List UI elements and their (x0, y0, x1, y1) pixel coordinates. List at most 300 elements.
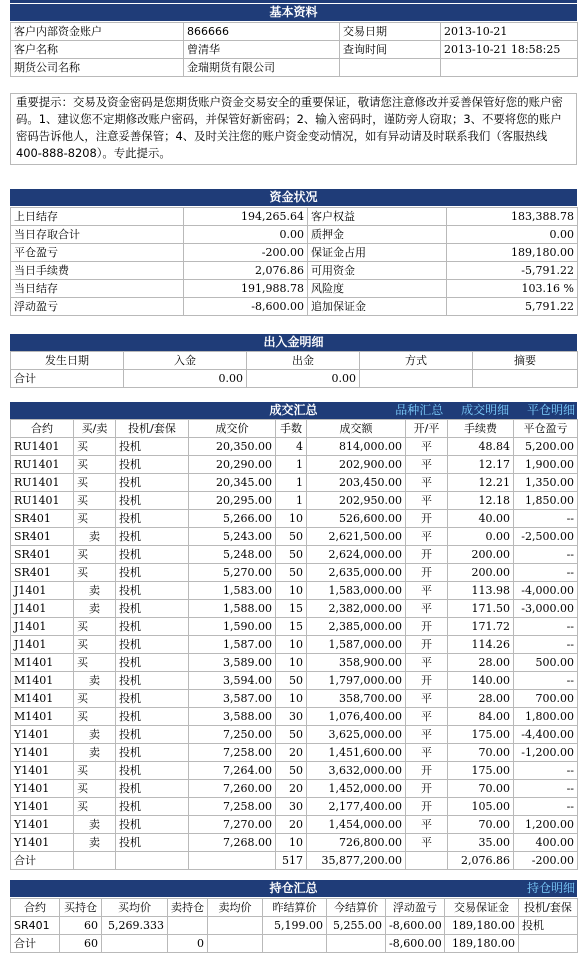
trade-cell: 卖 (74, 726, 116, 744)
total-cell (473, 370, 578, 388)
trade-cell: SR401 (11, 546, 74, 564)
trade-cell: -- (514, 564, 578, 582)
trade-cell: 10 (276, 834, 307, 852)
column-header: 投机/套保 (519, 899, 578, 917)
trade-row (11, 636, 578, 654)
trade-cell: 2,624,000.00 (307, 546, 406, 564)
total-cell (74, 852, 116, 870)
field-value: 2013-10-21 (441, 23, 578, 41)
trade-cell: RU1401 (11, 474, 74, 492)
basic-info-table (10, 22, 578, 77)
field-value: -8,600.00 (184, 298, 308, 316)
trade-cell: 28.00 (448, 690, 514, 708)
field-label: 当日结存 (11, 280, 184, 298)
basic-info-header (10, 4, 577, 21)
trade-cell: 开 (406, 618, 448, 636)
trade-row (11, 438, 578, 456)
funds-table (10, 207, 578, 316)
funds-row (11, 262, 578, 280)
trade-cell: 726,800.00 (307, 834, 406, 852)
trade-cell: 平 (406, 816, 448, 834)
trade-cell: 5,266.00 (189, 510, 276, 528)
trade-cell: 20,295.00 (189, 492, 276, 510)
field-label: 风险度 (308, 280, 447, 298)
trade-cell: 1,454,000.00 (307, 816, 406, 834)
trade-cell: 50 (276, 564, 307, 582)
column-header: 卖持仓 (168, 899, 208, 917)
trade-cell: RU1401 (11, 438, 74, 456)
link-position-details[interactable]: 持仓明细 (526, 881, 575, 895)
trade-row (11, 672, 578, 690)
trade-cell: 投机 (116, 762, 189, 780)
trade-cell: 15 (276, 600, 307, 618)
trade-row (11, 708, 578, 726)
column-header: 卖均价 (208, 899, 263, 917)
trade-cell: 1,076,400.00 (307, 708, 406, 726)
trade-row (11, 456, 578, 474)
basic-info-row (11, 59, 578, 77)
trade-cell: 3,594.00 (189, 672, 276, 690)
field-value: 189,180.00 (447, 244, 578, 262)
total-cell (263, 935, 327, 953)
trade-row (11, 834, 578, 852)
trade-cell: 500.00 (514, 654, 578, 672)
trade-cell: 10 (276, 510, 307, 528)
trade-cell: 卖 (74, 834, 116, 852)
trade-cell: 1,800.00 (514, 708, 578, 726)
column-header: 合约 (11, 899, 60, 917)
trade-cell: 投机 (116, 600, 189, 618)
trade-cell: 投机 (116, 708, 189, 726)
total-cell (116, 852, 189, 870)
field-label: 交易日期 (340, 23, 441, 41)
position-cell: -8,600.00 (386, 917, 445, 935)
field-value: 5,791.22 (447, 298, 578, 316)
trade-cell: -- (514, 636, 578, 654)
position-cell: 189,180.00 (445, 917, 519, 935)
trade-cell: 平 (406, 456, 448, 474)
trade-cell: 平 (406, 726, 448, 744)
trade-cell: 400.00 (514, 834, 578, 852)
trade-row (11, 564, 578, 582)
trade-cell: 526,600.00 (307, 510, 406, 528)
trade-cell: 35.00 (448, 834, 514, 852)
positions-links (513, 880, 575, 897)
trade-cell: 投机 (116, 546, 189, 564)
trade-cell: Y1401 (11, 798, 74, 816)
trade-cell: 平 (406, 744, 448, 762)
trade-cell: 买 (74, 456, 116, 474)
field-label: 客户名称 (11, 41, 184, 59)
basic-info-row (11, 23, 578, 41)
field-label: 客户内部资金账户 (11, 23, 184, 41)
trade-cell: 50 (276, 762, 307, 780)
link-trade-details[interactable]: 成交明细 (461, 403, 510, 417)
trade-row (11, 690, 578, 708)
field-label: 当日存取合计 (11, 226, 184, 244)
position-cell: 5,255.00 (327, 917, 386, 935)
field-value: 183,388.78 (447, 208, 578, 226)
trade-row (11, 546, 578, 564)
trade-cell: 3,589.00 (189, 654, 276, 672)
total-cell: 0 (168, 935, 208, 953)
trade-cell: -4,400.00 (514, 726, 578, 744)
trade-cell: 1,587,000.00 (307, 636, 406, 654)
trades-links (381, 402, 575, 419)
trade-cell: 1,587.00 (189, 636, 276, 654)
column-header: 投机/套保 (116, 420, 189, 438)
trade-cell: 28.00 (448, 654, 514, 672)
trade-cell: 113.98 (448, 582, 514, 600)
trade-cell: 平 (406, 690, 448, 708)
column-header: 成交额 (307, 420, 406, 438)
trade-cell: Y1401 (11, 744, 74, 762)
trade-row (11, 798, 578, 816)
trade-cell: 2,385,000.00 (307, 618, 406, 636)
trade-cell: -- (514, 618, 578, 636)
trade-cell: 814,000.00 (307, 438, 406, 456)
trade-cell: 买 (74, 798, 116, 816)
trade-cell: 卖 (74, 600, 116, 618)
trade-cell: 买 (74, 654, 116, 672)
trade-cell: 70.00 (448, 744, 514, 762)
field-label: 浮动盈亏 (11, 298, 184, 316)
trade-cell: 开 (406, 672, 448, 690)
field-label: 期货公司名称 (11, 59, 184, 77)
field-label: 平仓盈亏 (11, 244, 184, 262)
field-value: 2013-10-21 18:58:25 (441, 41, 578, 59)
position-cell (208, 917, 263, 935)
trade-cell: 200.00 (448, 546, 514, 564)
trade-cell: 200.00 (448, 564, 514, 582)
trade-cell: Y1401 (11, 816, 74, 834)
trade-cell: 50 (276, 528, 307, 546)
trade-cell: 7,250.00 (189, 726, 276, 744)
trade-cell: 买 (74, 474, 116, 492)
funds-title: 资金状况 (269, 190, 318, 204)
position-cell: 投机 (519, 917, 578, 935)
total-cell: 0.00 (247, 370, 360, 388)
trade-cell: 投机 (116, 582, 189, 600)
trade-cell: 175.00 (448, 726, 514, 744)
trade-row (11, 582, 578, 600)
trade-cell: 140.00 (448, 672, 514, 690)
field-label: 追加保证金 (308, 298, 447, 316)
trade-cell: 358,700.00 (307, 690, 406, 708)
trade-cell: 投机 (116, 492, 189, 510)
trade-cell: 2,382,000.00 (307, 600, 406, 618)
trade-cell: Y1401 (11, 780, 74, 798)
trade-cell: Y1401 (11, 726, 74, 744)
trade-cell: 卖 (74, 816, 116, 834)
trade-cell: 卖 (74, 744, 116, 762)
trade-cell: 30 (276, 708, 307, 726)
trade-cell: 40.00 (448, 510, 514, 528)
trade-cell: 投机 (116, 528, 189, 546)
trade-cell: Y1401 (11, 834, 74, 852)
trade-row (11, 492, 578, 510)
trade-cell: 投机 (116, 816, 189, 834)
field-value: 2,076.86 (184, 262, 308, 280)
trade-cell: RU1401 (11, 492, 74, 510)
trade-cell: 202,900.00 (307, 456, 406, 474)
trade-cell: 20,350.00 (189, 438, 276, 456)
trade-cell: -- (514, 780, 578, 798)
trade-cell: -4,000.00 (514, 582, 578, 600)
trade-cell: 买 (74, 492, 116, 510)
trade-cell: 开 (406, 564, 448, 582)
total-cell (189, 852, 276, 870)
trade-row (11, 744, 578, 762)
trade-cell: 投机 (116, 780, 189, 798)
trade-cell: -3,000.00 (514, 600, 578, 618)
trade-cell: 7,260.00 (189, 780, 276, 798)
trade-cell: 开 (406, 546, 448, 564)
trade-cell: J1401 (11, 618, 74, 636)
field-label: 查询时间 (340, 41, 441, 59)
trade-cell: -- (514, 546, 578, 564)
trade-cell: 50 (276, 726, 307, 744)
total-cell (406, 852, 448, 870)
field-label: 上日结存 (11, 208, 184, 226)
trade-cell: 20,345.00 (189, 474, 276, 492)
trade-cell: SR401 (11, 528, 74, 546)
trade-cell: 投机 (116, 834, 189, 852)
field-value: -5,791.22 (447, 262, 578, 280)
total-cell (208, 935, 263, 953)
trade-cell: 买 (74, 564, 116, 582)
trade-cell: 171.72 (448, 618, 514, 636)
trade-cell: SR401 (11, 510, 74, 528)
position-cell: SR401 (11, 917, 60, 935)
trade-cell: 2,621,500.00 (307, 528, 406, 546)
trade-cell: -- (514, 510, 578, 528)
trade-cell: 105.00 (448, 798, 514, 816)
positions-title: 持仓汇总 (269, 881, 318, 895)
trade-cell: 平 (406, 492, 448, 510)
trade-cell: 买 (74, 546, 116, 564)
trade-cell: 投机 (116, 690, 189, 708)
column-header: 平仓盈亏 (514, 420, 578, 438)
inout-header (10, 334, 577, 351)
field-value: 曾清华 (184, 41, 340, 59)
trade-row (11, 600, 578, 618)
trades-header (10, 402, 577, 419)
position-cell (168, 917, 208, 935)
trade-cell: 平 (406, 654, 448, 672)
column-header: 交易保证金 (445, 899, 519, 917)
trade-cell: 买 (74, 618, 116, 636)
trade-cell: -1,200.00 (514, 744, 578, 762)
column-header: 昨结算价 (263, 899, 327, 917)
trade-cell: 卖 (74, 672, 116, 690)
trade-cell: 1,900.00 (514, 456, 578, 474)
trade-cell: 1,583.00 (189, 582, 276, 600)
trade-row (11, 762, 578, 780)
basic-info-title: 基本资料 (269, 5, 318, 19)
trade-cell: 5,200.00 (514, 438, 578, 456)
trade-cell: 3,588.00 (189, 708, 276, 726)
trade-cell: 平 (406, 834, 448, 852)
trade-cell: 开 (406, 636, 448, 654)
column-header: 发生日期 (11, 352, 124, 370)
total-cell: -8,600.00 (386, 935, 445, 953)
field-value: -200.00 (184, 244, 308, 262)
trade-cell: 15 (276, 618, 307, 636)
total-cell: 517 (276, 852, 307, 870)
column-header: 今结算价 (327, 899, 386, 917)
trade-cell: 7,258.00 (189, 798, 276, 816)
trade-cell: 投机 (116, 744, 189, 762)
field-label: 保证金占用 (308, 244, 447, 262)
trade-cell: 203,450.00 (307, 474, 406, 492)
trade-cell: 投机 (116, 618, 189, 636)
trades-table (10, 419, 578, 870)
position-cell: 60 (60, 917, 102, 935)
trade-cell: 175.00 (448, 762, 514, 780)
column-header: 入金 (124, 352, 247, 370)
trade-cell: 5,270.00 (189, 564, 276, 582)
trade-cell: J1401 (11, 600, 74, 618)
column-header: 手数 (276, 420, 307, 438)
trade-cell: 投机 (116, 798, 189, 816)
trade-cell: 10 (276, 636, 307, 654)
trade-cell: 358,900.00 (307, 654, 406, 672)
trade-cell: 开 (406, 762, 448, 780)
total-cell: -200.00 (514, 852, 578, 870)
trade-cell: 50 (276, 672, 307, 690)
trade-cell: -2,500.00 (514, 528, 578, 546)
inout-header-row (11, 352, 578, 370)
trade-cell: SR401 (11, 564, 74, 582)
total-cell (519, 935, 578, 953)
trade-cell: 3,632,000.00 (307, 762, 406, 780)
total-cell (327, 935, 386, 953)
trades-total-row (11, 852, 578, 870)
trade-cell: 202,950.00 (307, 492, 406, 510)
trade-cell: 20 (276, 780, 307, 798)
trade-row (11, 474, 578, 492)
trade-cell: 1,200.00 (514, 816, 578, 834)
funds-row (11, 226, 578, 244)
position-row (11, 917, 578, 935)
inout-title: 出入金明细 (263, 335, 324, 349)
trade-cell: 84.00 (448, 708, 514, 726)
trade-row (11, 726, 578, 744)
trade-row (11, 780, 578, 798)
trade-cell: Y1401 (11, 762, 74, 780)
field-value: 194,265.64 (184, 208, 308, 226)
trade-cell: 3,587.00 (189, 690, 276, 708)
trade-cell: 买 (74, 636, 116, 654)
link-close-details[interactable]: 平仓明细 (526, 403, 575, 417)
field-value: 金瑞期货有限公司 (184, 59, 340, 77)
column-header: 成交价 (189, 420, 276, 438)
trade-cell: 投机 (116, 654, 189, 672)
column-header: 开/平 (406, 420, 448, 438)
total-cell: 合计 (11, 852, 74, 870)
trade-cell: 30 (276, 798, 307, 816)
trade-cell: 买 (74, 708, 116, 726)
trade-row (11, 528, 578, 546)
trade-cell: RU1401 (11, 456, 74, 474)
trade-row (11, 816, 578, 834)
trade-cell: 1,588.00 (189, 600, 276, 618)
trades-title: 成交汇总 (269, 403, 318, 417)
trade-cell: -- (514, 672, 578, 690)
trade-cell: 10 (276, 582, 307, 600)
trade-cell: 4 (276, 438, 307, 456)
field-value: 0.00 (447, 226, 578, 244)
total-cell: 35,877,200.00 (307, 852, 406, 870)
trade-cell: J1401 (11, 636, 74, 654)
trade-cell: 投机 (116, 726, 189, 744)
trade-cell: 3,625,000.00 (307, 726, 406, 744)
trade-cell: 48.84 (448, 438, 514, 456)
trade-cell: 1,350.00 (514, 474, 578, 492)
field-label: 客户权益 (308, 208, 447, 226)
trade-cell: M1401 (11, 654, 74, 672)
position-cell: 5,269.333 (102, 917, 168, 935)
trade-cell: 1,451,600.00 (307, 744, 406, 762)
trade-cell: 平 (406, 600, 448, 618)
column-header: 买/卖 (74, 420, 116, 438)
trade-cell: 12.21 (448, 474, 514, 492)
trade-cell: 买 (74, 690, 116, 708)
trade-cell: 卖 (74, 582, 116, 600)
trade-cell: 12.17 (448, 456, 514, 474)
position-cell: 5,199.00 (263, 917, 327, 935)
trade-cell: 平 (406, 708, 448, 726)
funds-row (11, 280, 578, 298)
trade-cell: 1,583,000.00 (307, 582, 406, 600)
total-cell: 60 (60, 935, 102, 953)
trade-cell: 投机 (116, 474, 189, 492)
total-cell (360, 370, 473, 388)
trade-cell: 5,243.00 (189, 528, 276, 546)
trade-cell: 平 (406, 582, 448, 600)
trade-cell: 114.26 (448, 636, 514, 654)
trade-cell: 70.00 (448, 780, 514, 798)
total-cell: 0.00 (124, 370, 247, 388)
funds-row (11, 298, 578, 316)
total-cell: 合计 (11, 935, 60, 953)
column-header: 出金 (247, 352, 360, 370)
trade-cell: 10 (276, 690, 307, 708)
positions-table (10, 898, 578, 953)
funds-header (10, 189, 577, 206)
funds-row (11, 244, 578, 262)
trade-cell: 7,264.00 (189, 762, 276, 780)
trade-cell: 50 (276, 546, 307, 564)
trade-cell: 171.50 (448, 600, 514, 618)
total-cell: 189,180.00 (445, 935, 519, 953)
trade-cell: 1,590.00 (189, 618, 276, 636)
trade-cell: 买 (74, 780, 116, 798)
field-label (340, 59, 441, 77)
inout-total-row (11, 370, 578, 388)
trade-cell: 7,258.00 (189, 744, 276, 762)
trade-cell: 投机 (116, 510, 189, 528)
field-label: 质押金 (308, 226, 447, 244)
link-variety-summary[interactable]: 品种汇总 (395, 403, 444, 417)
trade-cell: 7,270.00 (189, 816, 276, 834)
trade-row (11, 510, 578, 528)
trade-cell: 平 (406, 474, 448, 492)
positions-header (10, 880, 577, 897)
trade-cell: 投机 (116, 564, 189, 582)
top-bar (10, 0, 577, 3)
